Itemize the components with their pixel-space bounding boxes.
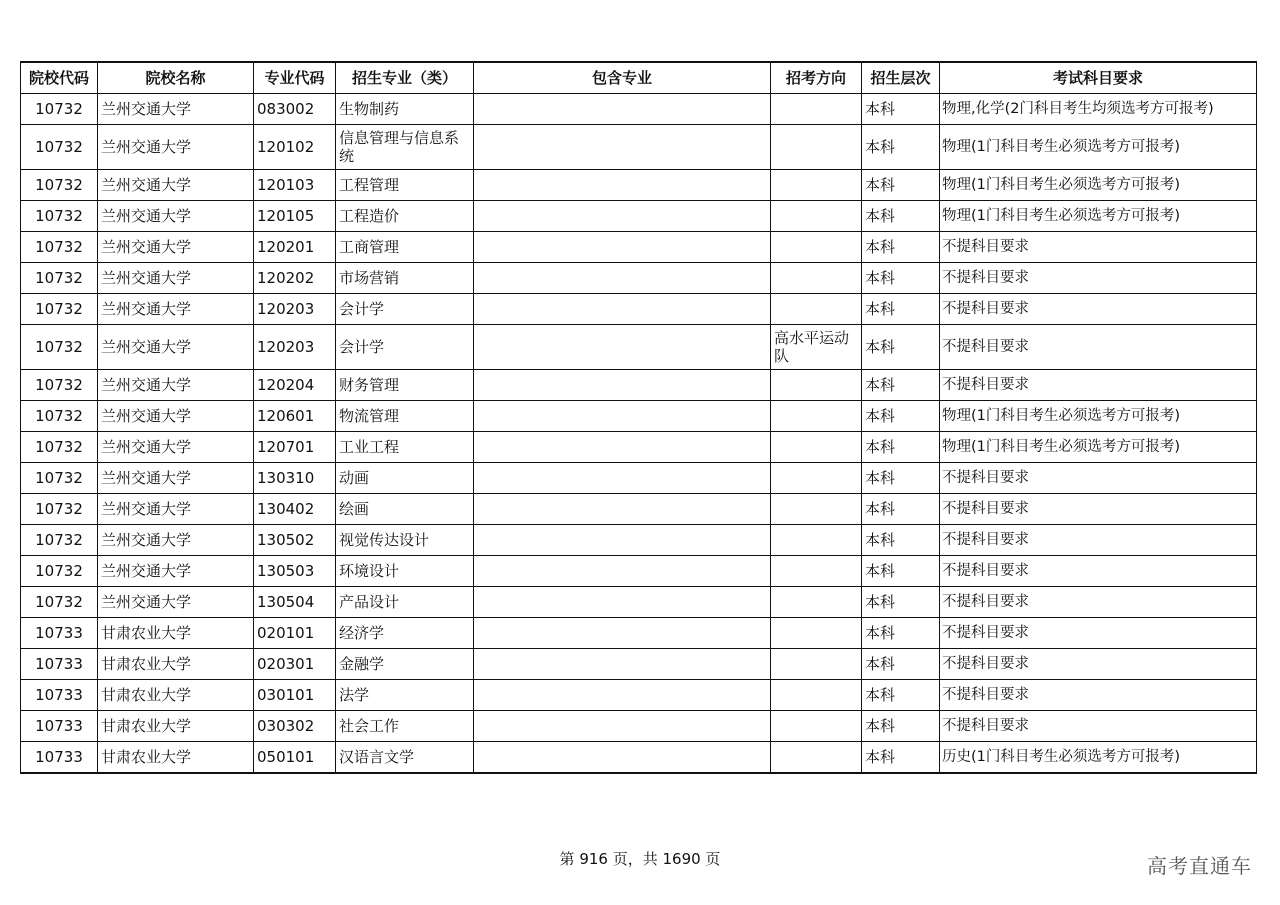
level-cell: 本科 xyxy=(862,494,940,525)
direction-cell: 高水平运动队 xyxy=(771,325,862,370)
subject-requirement-cell: 物理(1门科目考生必须选考方可报考) xyxy=(940,201,1257,232)
school-code-cell: 10732 xyxy=(21,494,98,525)
school-code-cell: 10732 xyxy=(21,294,98,325)
subject-requirement-cell: 不提科目要求 xyxy=(940,649,1257,680)
table-row xyxy=(21,587,1257,618)
direction-cell xyxy=(771,263,862,294)
major-code-cell: 120102 xyxy=(254,125,336,170)
table-header-row xyxy=(21,62,1257,94)
school-code-cell: 10732 xyxy=(21,325,98,370)
included-majors-cell xyxy=(474,649,771,680)
subject-requirement-cell: 历史(1门科目考生必须选考方可报考) xyxy=(940,742,1257,774)
included-majors-cell xyxy=(474,432,771,463)
direction-cell xyxy=(771,556,862,587)
school-name-cell: 兰州交通大学 xyxy=(98,463,254,494)
school-code-cell: 10732 xyxy=(21,432,98,463)
major-code-cell: 130503 xyxy=(254,556,336,587)
included-majors-cell xyxy=(474,587,771,618)
included-majors-cell xyxy=(474,232,771,263)
subject-requirement-cell: 不提科目要求 xyxy=(940,618,1257,649)
direction-cell xyxy=(771,618,862,649)
school-code-cell: 10732 xyxy=(21,201,98,232)
major-name-cell: 法学 xyxy=(336,680,474,711)
school-code-cell: 10732 xyxy=(21,401,98,432)
major-name-cell: 信息管理与信息系统 xyxy=(336,125,474,170)
included-majors-cell xyxy=(474,263,771,294)
school-code-cell: 10733 xyxy=(21,711,98,742)
subject-requirement-cell: 不提科目要求 xyxy=(940,370,1257,401)
table-row xyxy=(21,711,1257,742)
major-code-cell: 120601 xyxy=(254,401,336,432)
table-row xyxy=(21,525,1257,556)
included-majors-cell xyxy=(474,618,771,649)
major-name-cell: 产品设计 xyxy=(336,587,474,618)
header-major-name: 招生专业（类） xyxy=(336,62,474,94)
included-majors-cell xyxy=(474,401,771,432)
header-included-majors: 包含专业 xyxy=(474,62,771,94)
level-cell: 本科 xyxy=(862,232,940,263)
subject-requirement-cell: 不提科目要求 xyxy=(940,232,1257,263)
school-code-cell: 10733 xyxy=(21,680,98,711)
major-code-cell: 130504 xyxy=(254,587,336,618)
major-code-cell: 120103 xyxy=(254,170,336,201)
subject-requirement-cell: 物理,化学(2门科目考生均须选考方可报考) xyxy=(940,94,1257,125)
school-code-cell: 10732 xyxy=(21,263,98,294)
school-code-cell: 10732 xyxy=(21,463,98,494)
header-major-code: 专业代码 xyxy=(254,62,336,94)
included-majors-cell xyxy=(474,370,771,401)
subject-requirement-cell: 不提科目要求 xyxy=(940,463,1257,494)
included-majors-cell xyxy=(474,325,771,370)
subject-requirement-cell: 物理(1门科目考生必须选考方可报考) xyxy=(940,170,1257,201)
subject-requirement-cell: 物理(1门科目考生必须选考方可报考) xyxy=(940,401,1257,432)
school-name-cell: 甘肃农业大学 xyxy=(98,742,254,774)
header-school-code: 院校代码 xyxy=(21,62,98,94)
school-code-cell: 10732 xyxy=(21,525,98,556)
direction-cell xyxy=(771,711,862,742)
table-row xyxy=(21,263,1257,294)
major-code-cell: 120202 xyxy=(254,263,336,294)
school-name-cell: 兰州交通大学 xyxy=(98,556,254,587)
major-name-cell: 动画 xyxy=(336,463,474,494)
included-majors-cell xyxy=(474,94,771,125)
school-name-cell: 兰州交通大学 xyxy=(98,587,254,618)
level-cell: 本科 xyxy=(862,432,940,463)
major-name-cell: 视觉传达设计 xyxy=(336,525,474,556)
school-name-cell: 兰州交通大学 xyxy=(98,432,254,463)
included-majors-cell xyxy=(474,170,771,201)
school-name-cell: 甘肃农业大学 xyxy=(98,680,254,711)
direction-cell xyxy=(771,125,862,170)
school-name-cell: 兰州交通大学 xyxy=(98,201,254,232)
subject-requirement-cell: 不提科目要求 xyxy=(940,680,1257,711)
major-code-cell: 120201 xyxy=(254,232,336,263)
subject-requirement-cell: 不提科目要求 xyxy=(940,711,1257,742)
school-name-cell: 兰州交通大学 xyxy=(98,401,254,432)
school-name-cell: 兰州交通大学 xyxy=(98,370,254,401)
school-code-cell: 10732 xyxy=(21,94,98,125)
school-name-cell: 兰州交通大学 xyxy=(98,294,254,325)
level-cell: 本科 xyxy=(862,742,940,774)
direction-cell xyxy=(771,587,862,618)
school-code-cell: 10733 xyxy=(21,649,98,680)
major-code-cell: 130402 xyxy=(254,494,336,525)
level-cell: 本科 xyxy=(862,556,940,587)
direction-cell xyxy=(771,201,862,232)
school-name-cell: 甘肃农业大学 xyxy=(98,711,254,742)
included-majors-cell xyxy=(474,294,771,325)
level-cell: 本科 xyxy=(862,370,940,401)
level-cell: 本科 xyxy=(862,201,940,232)
admissions-table xyxy=(20,61,1257,774)
table-row xyxy=(21,370,1257,401)
major-code-cell: 030101 xyxy=(254,680,336,711)
included-majors-cell xyxy=(474,125,771,170)
direction-cell xyxy=(771,94,862,125)
level-cell: 本科 xyxy=(862,325,940,370)
major-name-cell: 环境设计 xyxy=(336,556,474,587)
major-code-cell: 120204 xyxy=(254,370,336,401)
table-row xyxy=(21,232,1257,263)
included-majors-cell xyxy=(474,556,771,587)
school-name-cell: 兰州交通大学 xyxy=(98,125,254,170)
major-name-cell: 市场营销 xyxy=(336,263,474,294)
direction-cell xyxy=(771,294,862,325)
table-row xyxy=(21,125,1257,170)
table-row xyxy=(21,401,1257,432)
school-code-cell: 10732 xyxy=(21,125,98,170)
table-body xyxy=(21,94,1257,774)
major-name-cell: 经济学 xyxy=(336,618,474,649)
school-name-cell: 兰州交通大学 xyxy=(98,494,254,525)
subject-requirement-cell: 不提科目要求 xyxy=(940,556,1257,587)
major-code-cell: 130310 xyxy=(254,463,336,494)
included-majors-cell xyxy=(474,525,771,556)
table-row xyxy=(21,649,1257,680)
header-level: 招生层次 xyxy=(862,62,940,94)
level-cell: 本科 xyxy=(862,525,940,556)
school-name-cell: 兰州交通大学 xyxy=(98,232,254,263)
major-name-cell: 生物制药 xyxy=(336,94,474,125)
subject-requirement-cell: 物理(1门科目考生必须选考方可报考) xyxy=(940,432,1257,463)
direction-cell xyxy=(771,742,862,774)
level-cell: 本科 xyxy=(862,680,940,711)
subject-requirement-cell: 不提科目要求 xyxy=(940,263,1257,294)
major-code-cell: 120203 xyxy=(254,325,336,370)
level-cell: 本科 xyxy=(862,711,940,742)
major-name-cell: 社会工作 xyxy=(336,711,474,742)
major-code-cell: 020101 xyxy=(254,618,336,649)
major-name-cell: 汉语言文学 xyxy=(336,742,474,774)
school-code-cell: 10732 xyxy=(21,232,98,263)
table-row xyxy=(21,556,1257,587)
major-code-cell: 130502 xyxy=(254,525,336,556)
direction-cell xyxy=(771,170,862,201)
major-code-cell: 120105 xyxy=(254,201,336,232)
direction-cell xyxy=(771,680,862,711)
subject-requirement-cell: 不提科目要求 xyxy=(940,494,1257,525)
major-name-cell: 工业工程 xyxy=(336,432,474,463)
level-cell: 本科 xyxy=(862,263,940,294)
included-majors-cell xyxy=(474,494,771,525)
level-cell: 本科 xyxy=(862,125,940,170)
level-cell: 本科 xyxy=(862,618,940,649)
table-row xyxy=(21,201,1257,232)
direction-cell xyxy=(771,494,862,525)
watermark-text: 高考直通车 xyxy=(1147,854,1252,878)
direction-cell xyxy=(771,649,862,680)
table-row xyxy=(21,170,1257,201)
table-row xyxy=(21,325,1257,370)
school-code-cell: 10732 xyxy=(21,587,98,618)
major-name-cell: 工商管理 xyxy=(336,232,474,263)
direction-cell xyxy=(771,463,862,494)
subject-requirement-cell: 不提科目要求 xyxy=(940,325,1257,370)
table-row xyxy=(21,680,1257,711)
major-name-cell: 会计学 xyxy=(336,325,474,370)
included-majors-cell xyxy=(474,201,771,232)
level-cell: 本科 xyxy=(862,463,940,494)
included-majors-cell xyxy=(474,711,771,742)
school-code-cell: 10732 xyxy=(21,170,98,201)
major-name-cell: 绘画 xyxy=(336,494,474,525)
major-code-cell: 050101 xyxy=(254,742,336,774)
included-majors-cell xyxy=(474,463,771,494)
school-name-cell: 兰州交通大学 xyxy=(98,263,254,294)
table-row xyxy=(21,618,1257,649)
subject-requirement-cell: 物理(1门科目考生必须选考方可报考) xyxy=(940,125,1257,170)
major-name-cell: 物流管理 xyxy=(336,401,474,432)
major-name-cell: 工程造价 xyxy=(336,201,474,232)
major-code-cell: 120203 xyxy=(254,294,336,325)
table-row xyxy=(21,494,1257,525)
header-school-name: 院校名称 xyxy=(98,62,254,94)
school-code-cell: 10733 xyxy=(21,742,98,774)
table-row xyxy=(21,432,1257,463)
school-name-cell: 甘肃农业大学 xyxy=(98,618,254,649)
school-code-cell: 10732 xyxy=(21,556,98,587)
direction-cell xyxy=(771,432,862,463)
included-majors-cell xyxy=(474,680,771,711)
header-subject-requirement: 考试科目要求 xyxy=(940,62,1257,94)
level-cell: 本科 xyxy=(862,94,940,125)
major-name-cell: 工程管理 xyxy=(336,170,474,201)
school-name-cell: 兰州交通大学 xyxy=(98,525,254,556)
major-name-cell: 财务管理 xyxy=(336,370,474,401)
direction-cell xyxy=(771,232,862,263)
table-row xyxy=(21,742,1257,774)
subject-requirement-cell: 不提科目要求 xyxy=(940,294,1257,325)
subject-requirement-cell: 不提科目要求 xyxy=(940,587,1257,618)
major-name-cell: 金融学 xyxy=(336,649,474,680)
table-row xyxy=(21,94,1257,125)
major-code-cell: 020301 xyxy=(254,649,336,680)
school-name-cell: 兰州交通大学 xyxy=(98,170,254,201)
direction-cell xyxy=(771,370,862,401)
major-code-cell: 030302 xyxy=(254,711,336,742)
direction-cell xyxy=(771,525,862,556)
major-code-cell: 120701 xyxy=(254,432,336,463)
level-cell: 本科 xyxy=(862,649,940,680)
school-name-cell: 兰州交通大学 xyxy=(98,94,254,125)
subject-requirement-cell: 不提科目要求 xyxy=(940,525,1257,556)
level-cell: 本科 xyxy=(862,294,940,325)
school-code-cell: 10732 xyxy=(21,370,98,401)
school-name-cell: 甘肃农业大学 xyxy=(98,649,254,680)
table-row xyxy=(21,294,1257,325)
page-number: 第 916 页，共 1690 页 xyxy=(559,850,721,868)
level-cell: 本科 xyxy=(862,587,940,618)
major-code-cell: 083002 xyxy=(254,94,336,125)
level-cell: 本科 xyxy=(862,401,940,432)
included-majors-cell xyxy=(474,742,771,774)
major-name-cell: 会计学 xyxy=(336,294,474,325)
school-name-cell: 兰州交通大学 xyxy=(98,325,254,370)
header-direction: 招考方向 xyxy=(771,62,862,94)
table-row xyxy=(21,463,1257,494)
direction-cell xyxy=(771,401,862,432)
school-code-cell: 10733 xyxy=(21,618,98,649)
level-cell: 本科 xyxy=(862,170,940,201)
